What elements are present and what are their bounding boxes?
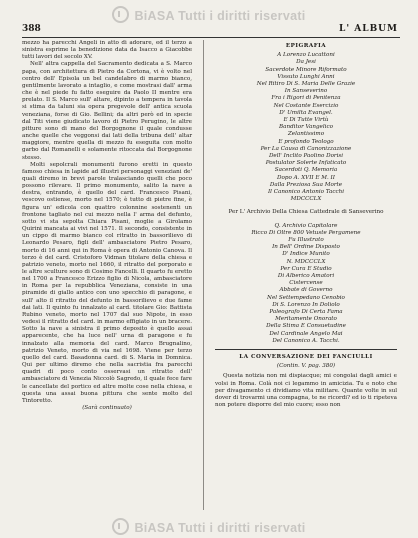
epigraph-line: D' Indice Munito bbox=[282, 251, 330, 258]
epigraph-line: Nel Costante Esercizio bbox=[273, 102, 339, 109]
paragraph: mezzo ha parecchi Angeli in atto di adorare, ed il terzo a sinistra esprime la benedizione data da Isacco a Giacobbe tutti lavori del secolo XV. bbox=[22, 40, 192, 61]
section-title: LA CONVERSAZIONE DEI FANCIULLI bbox=[239, 354, 373, 361]
epigraph-line: Fra i Rigori di Penitenza bbox=[271, 95, 341, 102]
biasa-logo-icon bbox=[112, 518, 129, 535]
watermark-top bbox=[0, 6, 418, 23]
epigraph-line: In Bell' Ordine Disposto bbox=[272, 244, 340, 251]
epigraph-line: E Di Tutte Virtù bbox=[283, 116, 329, 123]
section-rule bbox=[215, 349, 397, 350]
epigraph-line: Postulator Solerte Infaticato bbox=[265, 160, 347, 167]
epigraph-line: Q. Archivio Capitolare bbox=[274, 222, 338, 229]
epigraph-line: Per La Causa di Canonizzazione bbox=[260, 145, 352, 152]
epigraph-line: Vissuto Lunghi Anni bbox=[277, 73, 335, 80]
epigraph-line: Di S. Lorenzo In Doliolo bbox=[272, 301, 340, 308]
epigraph-line: Dopo A. XVII E M. II bbox=[277, 174, 335, 181]
epigraph-line: Sacerdote Minore Riformato bbox=[265, 66, 347, 73]
paragraph: Nell' altra cappella del Sacramento dedicata a S. Marco papa, con architettura di Pietro da Cortona, vi è volto nel centro dell' Episola un bel candelabro di marmo bianco, gentilmente lavorato a intaglio, e come mostrasi dall' arma che è nel piede fu fatto eseguire da Paolo II mentre era prelato. Il S. Marco sull' altare, dipinto a tempera in tavola si stima da taluni sia opera pregevole dell' antica scuola veneziana, forse di Gio. Bellini; da altri però ed in specie dal Titi viene giudicato lavoro di Pietro Perugino, le altre pitture sono di mano del Borgognone il quale condusse anche quelle che veggonsi dai lati della tribuna dell' altar maggiore, mentre quella di mezzo fu eseguita con molto garbo dal Romanelli e solamente ritoccata dal Borgognone stesso. bbox=[22, 61, 192, 161]
right-column bbox=[215, 40, 397, 409]
epigraph-line: A Lorenzo Lucattoni bbox=[277, 52, 335, 59]
page-header bbox=[22, 24, 400, 36]
epigraph-line: Dalla Preziosa Sua Morte bbox=[269, 181, 343, 188]
epigraph-line: Del Canonico A. Tacchi. bbox=[272, 337, 340, 344]
epigraph-line: N. MDCCCLX bbox=[286, 258, 326, 265]
epigraph-line: Nel Settempedano Cenobio bbox=[267, 294, 345, 301]
epigraph-line: Da Jesi bbox=[296, 59, 316, 66]
epigraph-line: Nel Ritiro Di S. Maria Delle Grazie bbox=[256, 80, 356, 87]
epigraph-line: Zelantissimo bbox=[287, 131, 325, 138]
section-reference: (Contin. V. pag. 380) bbox=[276, 363, 336, 370]
epigraph-line: Meritamente Onorato bbox=[275, 316, 337, 323]
epigraph-line: Della Stima E Consuetudine bbox=[266, 323, 346, 330]
epigraph-line: Per Cura E Studio bbox=[280, 265, 332, 272]
column-divider bbox=[203, 40, 204, 510]
epigraph-line: MDCCCLX bbox=[290, 196, 322, 203]
epigraph-line: Il Canonico Antonio Tacchi bbox=[267, 189, 345, 196]
epigraph-line: Banditor Vangelico bbox=[279, 124, 333, 131]
epigraph-line: Dell' Inclito Paolino Dorisi bbox=[268, 153, 344, 159]
epigraph-line: In Sanseverino bbox=[284, 88, 328, 95]
epigraph-line: Abbate di Governo bbox=[279, 287, 333, 294]
epigraph-line: E profondo Teologo bbox=[278, 138, 334, 145]
continued-note: (Sarà continuato) bbox=[82, 404, 132, 411]
epigraph-line: D' Umilta Evangel. bbox=[279, 109, 333, 116]
epigraph-line: Cistercense bbox=[289, 280, 323, 287]
paragraph: Molti sepolcrali monumenti furono eretti in questo famoso chiesa in lapide ad illustri personaggi veneziani de' quali diremo in brevi parole tralasciando quelli che poco possono rilevare. Il primo monumento, salito la nave a destra, entrando, è quello del card. Francesco Pisani, vescovo ostiense, morto nel 1570; è tutto di pietre fine, è figura un' edicola con quattro colonnine sostenenti un frontone tagliato nel cui mezzo nella l' arma del defunto, sotto vi sta sepolta Chiara Pisani, moglie a Girolamo Quirini mancata ai vivi nel 1571. Il secondo, consistente in un cippo di marmo bianco col ritratto in bassorilievo di Leonardo Pesaro, figli dell' ambasciatore Pietro Pesaro, morto di 16 anni qui in Roma è opera di Antonio Canova. Il terzo è del card. Cristoforo Vidman titolare della chiesa e patrizio veneto, morto nel 1660, il ritratto del porporato e le altre sculture sono di Cosimo Fancelli. Il quarto fu eretto nel 1700 a Francesco Erizzo figlio di Nicola, ambasciatore in Roma per la repubblica Veneziana, consiste in una piramide di giallo antico con uno specchio di paragone, e sull' alto il ritratto del defunto in bassorilievo e due fame dai lati. Il quinto fu innalzato al card. titolare Gio: Battista Rubino veneto, morto nel 1707 dal suo Nipote, in esso vedesi il ritratto del card. in marmo effigiato in un bracere. Sotto la nave a sinistra il primo deposito è quello assai apparecente, che ha luce nell' urna di paragone e fu innalzato alla memoria del card. Marco Brugnalino, patrizio Veneto, morto di via nel 1698. Viene per terzo quello del card. Basadonna card. di S. Maria in Domnica. Qui per ultimo diremo che nella sacristia fra parecchi quadri di poco conto osservasi un ritratto dell' ambasciatore di Venezia Niccolò Sagredo, il quale fece fare le cancellate del portico ed altre molte cose nella chiesa, e questa una assai buona pittura che sente molto del Tintoretto. bbox=[22, 161, 192, 404]
epigraph-credit: Per L' Archivio Della Chiesa Cattedrale di Sanseverino bbox=[228, 209, 384, 216]
epigraph-line: Paleografo Di Certa Fama bbox=[269, 309, 343, 316]
epigraph-line: Fu Illustrato bbox=[288, 236, 324, 243]
epigraph-line: Di Alberico Amatori bbox=[277, 273, 335, 279]
left-column bbox=[22, 40, 192, 412]
epigraph bbox=[215, 52, 397, 203]
epigraph-line: Del Cardinale Angelo Mai bbox=[269, 330, 343, 337]
watermark-text: BiASA Tutti i diritti riservati bbox=[134, 9, 306, 23]
biasa-logo-icon bbox=[112, 6, 129, 23]
epigraph-line: Ricco Di Oltre 800 Vetuste Pergamene bbox=[251, 229, 361, 236]
header-rule bbox=[22, 37, 400, 38]
epigraph-second bbox=[215, 223, 397, 345]
watermark-bottom bbox=[0, 518, 418, 535]
section-paragraph: Questa notizia non mi dispiacque; mi congolai dagli amici e volsi in Roma. Colà noi ci legammo in amicizia. Tu e noto che per divagamento ci dividiamo vita militare. Quante volte in sul dover di trovarmi una compagna, te ne ricordi? ed io ti ripeteva non potere disporre del mio cuore; esso non bbox=[215, 373, 397, 408]
epigraph-title: EPIGRAFIA bbox=[285, 43, 327, 49]
watermark-text: BiASA Tutti i diritti riservati bbox=[134, 521, 306, 535]
epigraph-line: Sacerdoti Q. Memoria bbox=[274, 167, 338, 174]
page-number: 388 bbox=[22, 24, 41, 34]
page-title: L' ALBUM bbox=[339, 24, 398, 34]
